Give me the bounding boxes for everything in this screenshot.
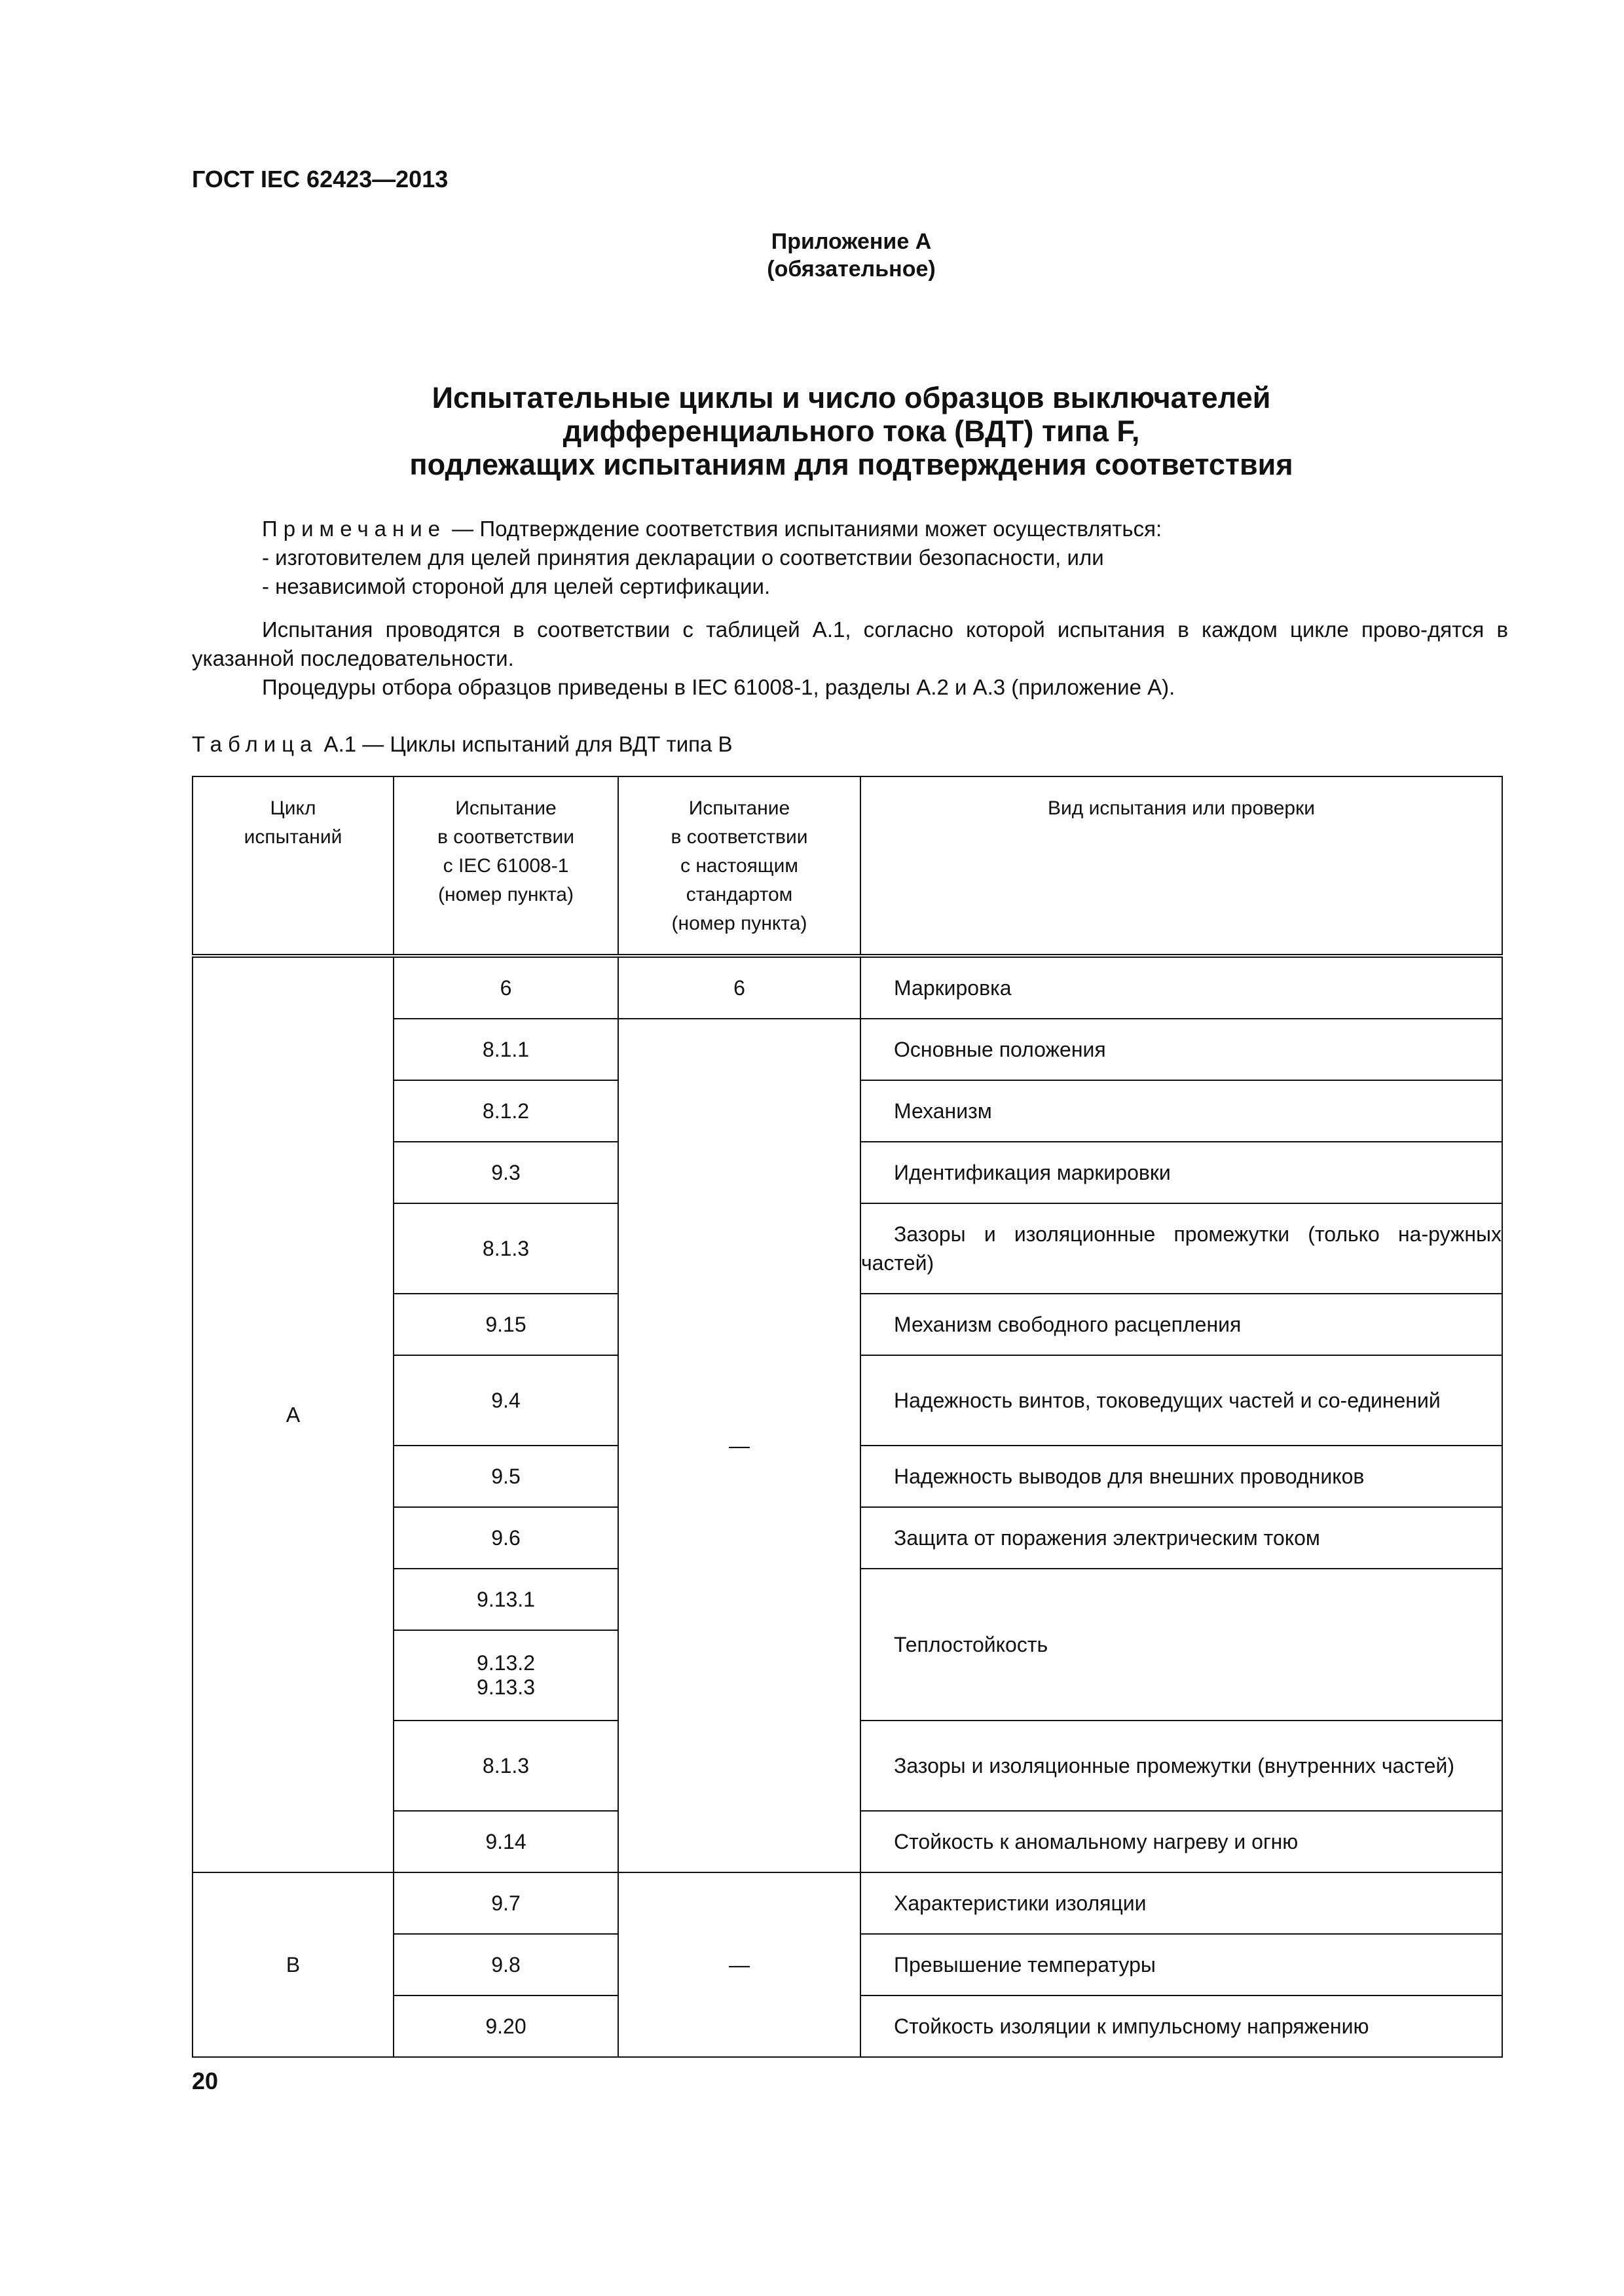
header-std-line: с настоящим [680, 855, 798, 877]
header-kind-line: Вид испытания или проверки [1048, 797, 1315, 819]
header-iec-line: (номер пункта) [438, 884, 574, 905]
test-kind-text: Основные положения [894, 1038, 1106, 1061]
header-std-line: в соответствии [671, 826, 808, 848]
test-kind-text: Характеристики изоляции [894, 1891, 1147, 1915]
test-kind-text: Стойкость изоляции к импульсному напряжению [894, 2014, 1369, 2038]
page-number: 20 [192, 2068, 219, 2094]
test-kind-cell [860, 1080, 1502, 1142]
standard-clause-dash-cell: — [618, 1872, 860, 2057]
note-text: — Подтверждение соответствия испытаниями может осуществляться: [446, 517, 1162, 541]
document-title-line-3: подлежащих испытаниям для подтверждения соответствия [409, 448, 1293, 481]
iec-clause-cell: 9.7 [394, 1872, 618, 1934]
table-caption [192, 732, 733, 757]
test-kind-cell [860, 1569, 1502, 1721]
standard-code: ГОСТ IEC 62423—2013 [192, 166, 449, 192]
test-kind-cell [860, 1872, 1502, 1934]
iec-clause-cell: 8.1.1 [394, 1019, 618, 1080]
test-kind-cell [860, 1811, 1502, 1872]
test-kind-cell [860, 1142, 1502, 1203]
cycle-cell-b: В [193, 1872, 394, 2057]
iec-clause-cell: 8.1.2 [394, 1080, 618, 1142]
body-paragraph-2: Процедуры отбора образцов приведены в IEC 61008-1, разделы А.2 и А.3 (приложение А). [262, 675, 1175, 699]
note-item-2: - независимой стороной для целей сертификации. [262, 574, 771, 598]
test-kind-text: Защита от поражения электрическим током [894, 1526, 1320, 1550]
header-cycle-line: Цикл [270, 797, 316, 819]
iec-clause-cell: 9.3 [394, 1142, 618, 1203]
test-kind-cell [860, 956, 1502, 1019]
iec-clause-cell: 9.6 [394, 1507, 618, 1569]
test-cycles-table [192, 776, 1503, 2058]
note-item-1: - изготовителем для целей принятия декларации о соответствии безопасности, или [262, 545, 1104, 570]
header-test-kind [860, 776, 1502, 956]
table-caption-text: А.1 — Циклы испытаний для ВДТ типа В [318, 732, 733, 756]
header-std-line: Испытание [688, 797, 790, 819]
header-iec-line: в соответствии [437, 826, 574, 848]
test-kind-text: Превышение температуры [894, 1953, 1156, 1977]
header-std-line: (номер пункта) [671, 913, 807, 934]
table-header-row [193, 776, 1502, 956]
header-standard-clause [618, 776, 860, 956]
iec-clause-cell: 9.4 [394, 1355, 618, 1446]
iec-clause-cell: 9.8 [394, 1934, 618, 1995]
document-title-line-1: Испытательные циклы и число образцов выключателей [432, 381, 1271, 414]
test-kind-cell [860, 1995, 1502, 2057]
test-kind-text: Маркировка [894, 976, 1012, 1000]
test-kind-cell [860, 1355, 1502, 1446]
iec-clause-cell: 6 [394, 956, 618, 1019]
test-kind-cell [860, 1446, 1502, 1507]
iec-clause-cell: 9.14 [394, 1811, 618, 1872]
iec-clause-cell: 8.1.3 [394, 1721, 618, 1811]
iec-clause-line: 9.13.2 [477, 1651, 535, 1675]
test-kind-cell [860, 1721, 1502, 1811]
iec-clause-cell: 9.5 [394, 1446, 618, 1507]
test-kind-cell [860, 1019, 1502, 1080]
standard-clause-dash-cell: — [618, 1019, 860, 1872]
test-kind-text: Стойкость к аномальному нагреву и огню [894, 1830, 1299, 1853]
test-kind-text: Механизм свободного расцепления [894, 1313, 1242, 1336]
test-kind-text: Надежность винтов, токоведущих частей и со-единений [894, 1389, 1441, 1412]
test-kind-text: Теплостойкость [894, 1633, 1048, 1656]
test-kind-text: Идентификация маркировки [894, 1161, 1171, 1184]
document-title-line-2: дифференциального тока (ВДТ) типа F, [563, 414, 1140, 448]
iec-clause-line: 9.13.3 [477, 1675, 535, 1699]
annex-title: Приложение А [771, 229, 932, 254]
test-kind-cell [860, 1507, 1502, 1569]
test-kind-cell [860, 1934, 1502, 1995]
header-iec-clause [394, 776, 618, 956]
test-kind-cell [860, 1203, 1502, 1294]
test-kind-cell [860, 1294, 1502, 1355]
iec-clause-cell: 9.13.1 [394, 1569, 618, 1630]
header-cycle [193, 776, 394, 956]
standard-clause-cell: 6 [618, 956, 860, 1019]
test-kind-text: Надежность выводов для внешних проводников [894, 1465, 1365, 1488]
iec-clause-cell: 8.1.3 [394, 1203, 618, 1294]
note [262, 515, 1506, 543]
iec-clause-cell: 9.20 [394, 1995, 618, 2057]
table-caption-label: Таблица [192, 732, 318, 756]
body-paragraph-1: Испытания проводятся в соответствии с таблицей А.1, согласно которой испытания в каждом цикле прово-дятся в указанной последовательности. [192, 617, 1508, 670]
cycle-cell-a: А [193, 956, 394, 1872]
test-kind-text: Зазоры и изоляционные промежутки (только на-ружных частей) [861, 1222, 1502, 1275]
iec-clause-cell [394, 1630, 618, 1721]
header-iec-line: с IEC 61008-1 [443, 855, 569, 877]
table-row [193, 1872, 1502, 1934]
iec-clause-cell: 9.15 [394, 1294, 618, 1355]
test-kind-text: Механизм [894, 1099, 992, 1123]
header-std-line: стандартом [686, 884, 793, 905]
test-kind-text: Зазоры и изоляционные промежутки (внутренних частей) [894, 1754, 1454, 1777]
annex-status: (обязательное) [767, 257, 936, 282]
note-label: Примечание [262, 517, 447, 541]
header-cycle-line: испытаний [244, 826, 342, 848]
table-row [193, 956, 1502, 1019]
header-iec-line: Испытание [455, 797, 557, 819]
